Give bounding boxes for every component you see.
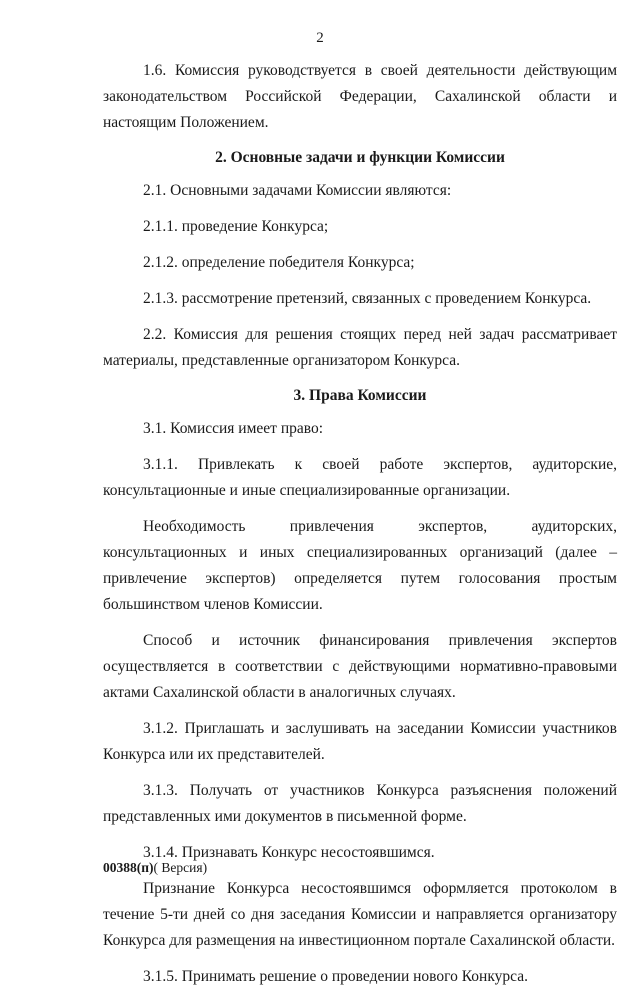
paragraph: 2.2. Комиссия для решения стоящих перед ней задач рассматривает материалы, представленные организатором Конкурса. <box>103 326 617 369</box>
paragraph: 3.1.1. Привлекать к своей работе экспертов, аудиторские, консультационные и иные специализированные организации. <box>103 456 617 499</box>
document-footer <box>103 860 207 876</box>
paragraph: 3.1.4. Признавать Конкурс несостоявшимся. <box>143 844 435 861</box>
paragraph: 3.1.5. Принимать решение о проведении нового Конкурса. <box>143 968 528 985</box>
document-version: ( Версия) <box>153 860 208 875</box>
page-number: 2 <box>316 30 324 46</box>
paragraph: 2.1.2. определение победителя Конкурса; <box>143 254 415 271</box>
document-body <box>103 58 617 1000</box>
paragraph: 1.6. Комиссия руководствуется в своей деятельности действующим законодательством Российской Федерации, Сахалинской области и настоящим Положением. <box>103 62 617 131</box>
document-code: 00388(п) <box>103 860 154 875</box>
paragraph: 2.1.3. рассмотрение претензий, связанных с проведением Конкурса. <box>143 290 592 307</box>
paragraph: Необходимость привлечения экспертов, аудиторских, консультационных и иных специализированных организаций (далее – привлечение экспертов) определяется путем голосования простым большинством членов Комиссии. <box>103 518 617 613</box>
paragraph: 2.1. Основными задачами Комиссии являются: <box>143 182 452 199</box>
paragraph: 2.1.1. проведение Конкурса; <box>143 218 329 235</box>
paragraph: Способ и источник финансирования привлечения экспертов осуществляется в соответствии с действующими нормативно-правовыми актами Сахалинской области в аналогичных случаях. <box>103 632 617 701</box>
paragraph: 3.1.3. Получать от участников Конкурса разъяснения положений представленных ими документов в письменной форме. <box>103 782 617 825</box>
paragraph: Признание Конкурса несостоявшимся оформляется протоколом в течение 5-ти дней со дня заседания Комиссии и направляется организатору Конкурса для размещения на инвестиционном портале Сахалинской области. <box>103 880 617 949</box>
section-heading: 2. Основные задачи и функции Комиссии <box>215 149 505 166</box>
paragraph: 3.1. Комиссия имеет право: <box>143 420 324 437</box>
paragraph: 3.1.2. Приглашать и заслушивать на заседании Комиссии участников Конкурса или их представителей. <box>103 720 617 763</box>
section-heading: 3. Права Комиссии <box>293 387 427 404</box>
